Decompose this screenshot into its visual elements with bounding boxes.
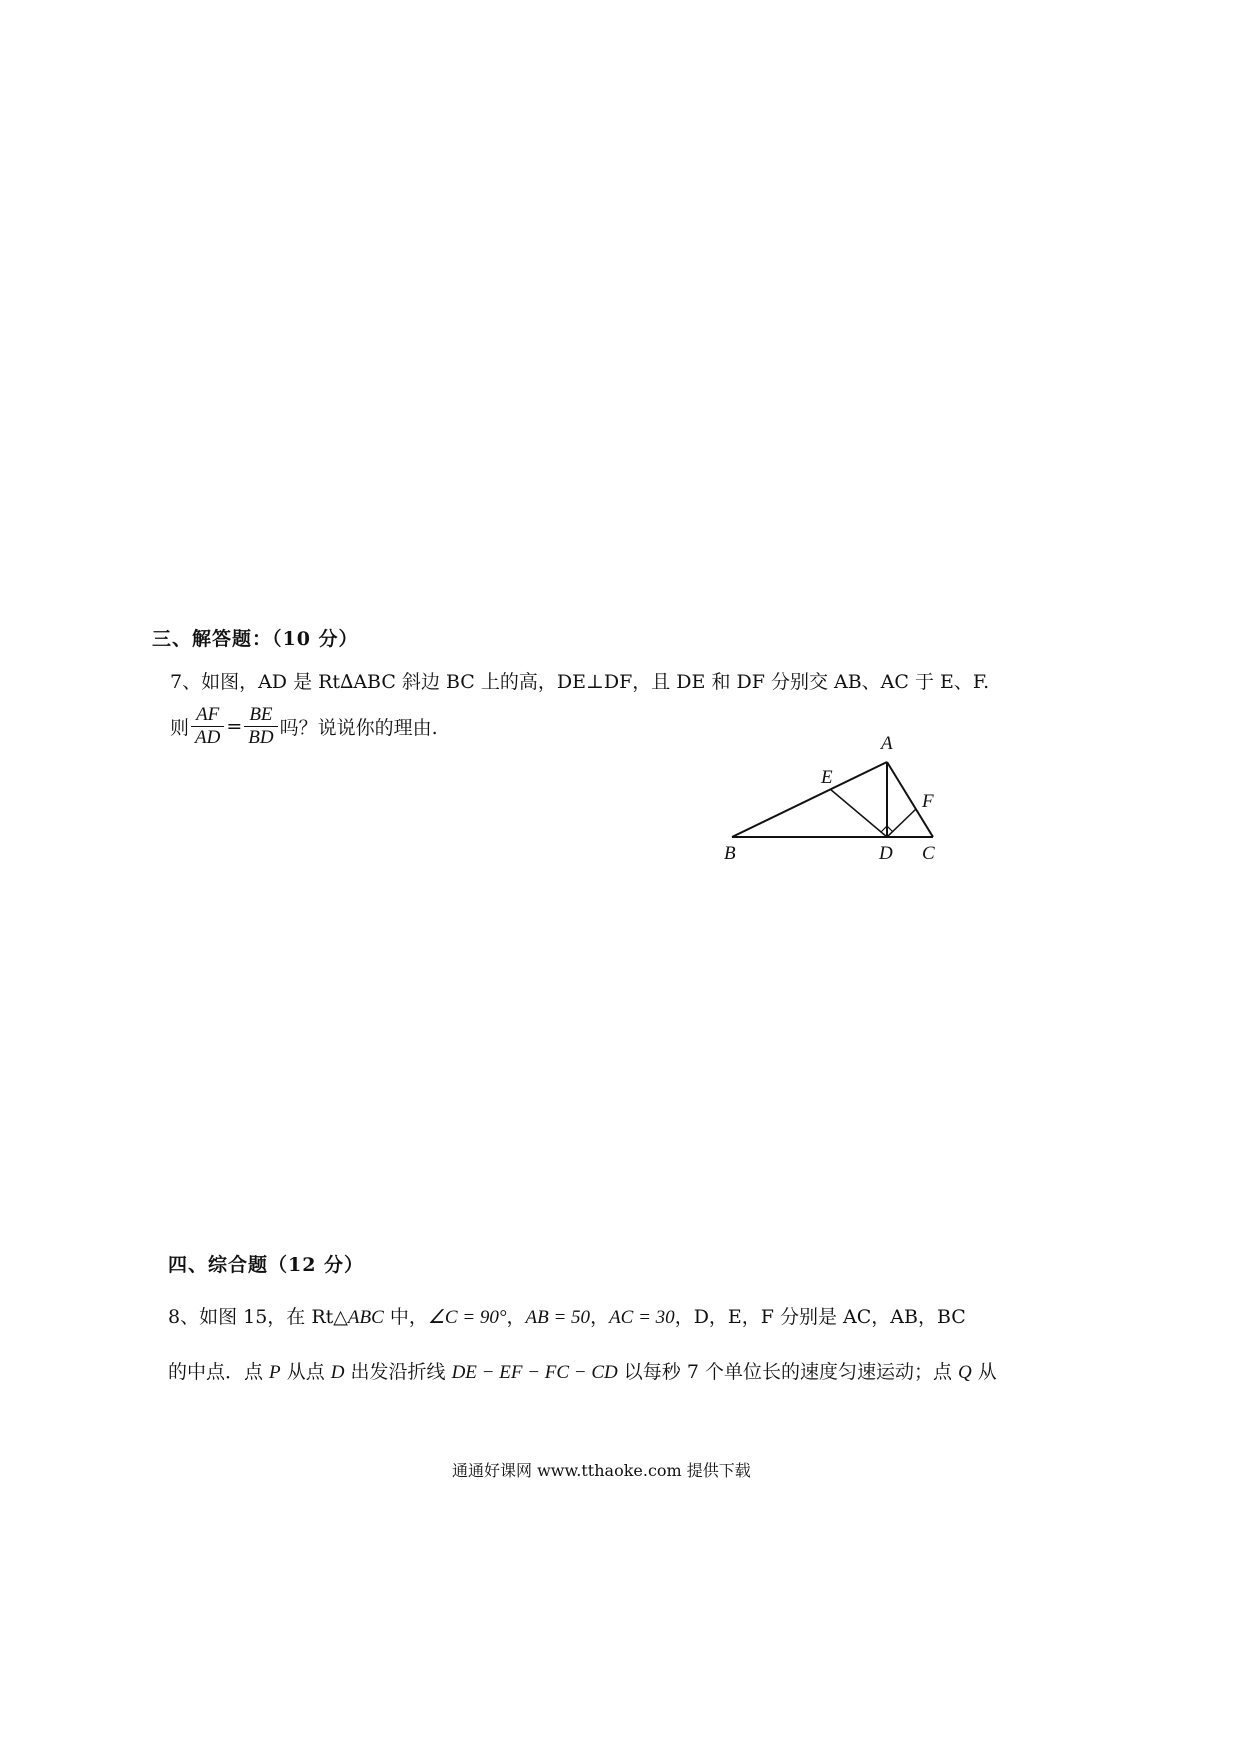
- q8-math: AC = 30: [609, 1307, 675, 1328]
- triangle-figure: [715, 725, 955, 870]
- label-f: F: [922, 791, 934, 812]
- section-3-heading: 三、解答题：（10 分）: [152, 628, 359, 650]
- section-4-heading: 四、综合题（12 分）: [168, 1254, 365, 1276]
- q8-text: 以每秒 7 个单位长的速度匀速运动；点: [617, 1361, 959, 1383]
- q7-prefix: 则: [170, 717, 190, 739]
- q7-suffix: 吗？说说你的理由.: [279, 717, 438, 739]
- fraction-be-bd: [244, 704, 277, 749]
- q8-text: ，: [590, 1306, 610, 1328]
- segment-de: [830, 789, 887, 837]
- equals-sign: =: [226, 715, 243, 738]
- q8-text: 的中点．点: [168, 1361, 270, 1383]
- q8-math: Q: [958, 1362, 972, 1383]
- fraction-numerator: BE: [244, 704, 277, 727]
- label-e: E: [821, 767, 833, 788]
- q8-math: AB = 50: [525, 1307, 591, 1328]
- fraction-denominator: BD: [248, 727, 274, 748]
- label-d: D: [879, 843, 893, 864]
- fraction-denominator: AD: [195, 727, 221, 748]
- q8-math: ABC: [347, 1307, 384, 1328]
- label-b: B: [724, 843, 736, 864]
- segment-df: [887, 809, 916, 837]
- q8-math: D: [330, 1362, 345, 1383]
- q8-text: ，: [506, 1306, 526, 1328]
- q8-math: DE − EF − FC − CD: [451, 1362, 618, 1383]
- segment-ab: [732, 762, 887, 837]
- fraction-af-ad: [191, 704, 224, 749]
- q8-text: 从: [971, 1361, 997, 1383]
- q8-text: 出发沿折线: [344, 1361, 452, 1383]
- label-c: C: [922, 843, 935, 864]
- footer-text: 通通好课网 www.tthaoke.com 提供下载: [452, 1461, 751, 1480]
- fraction-numerator: AF: [191, 704, 224, 727]
- q8-text: 中，: [383, 1306, 428, 1328]
- question-7-line-2: [170, 704, 438, 749]
- q8-text: ，D，E，F 分别是 AC，AB，BC: [674, 1306, 966, 1328]
- q8-math: P: [269, 1362, 281, 1383]
- question-7-line-1: 7、如图，AD 是 Rt∆ABC 斜边 BC 上的高，DE⊥DF，且 DE 和 DF 分别交 AB、AC 于 E、F.: [170, 671, 990, 693]
- question-8-line-1: [168, 1302, 966, 1329]
- q8-math: ∠C = 90°: [427, 1307, 507, 1328]
- q8-text: 8、如图 15，在 Rt: [168, 1306, 334, 1328]
- question-8-line-2: [168, 1357, 997, 1384]
- label-a: A: [881, 733, 893, 754]
- q8-text: 从点: [280, 1361, 331, 1383]
- triangle-symbol: △: [333, 1306, 348, 1328]
